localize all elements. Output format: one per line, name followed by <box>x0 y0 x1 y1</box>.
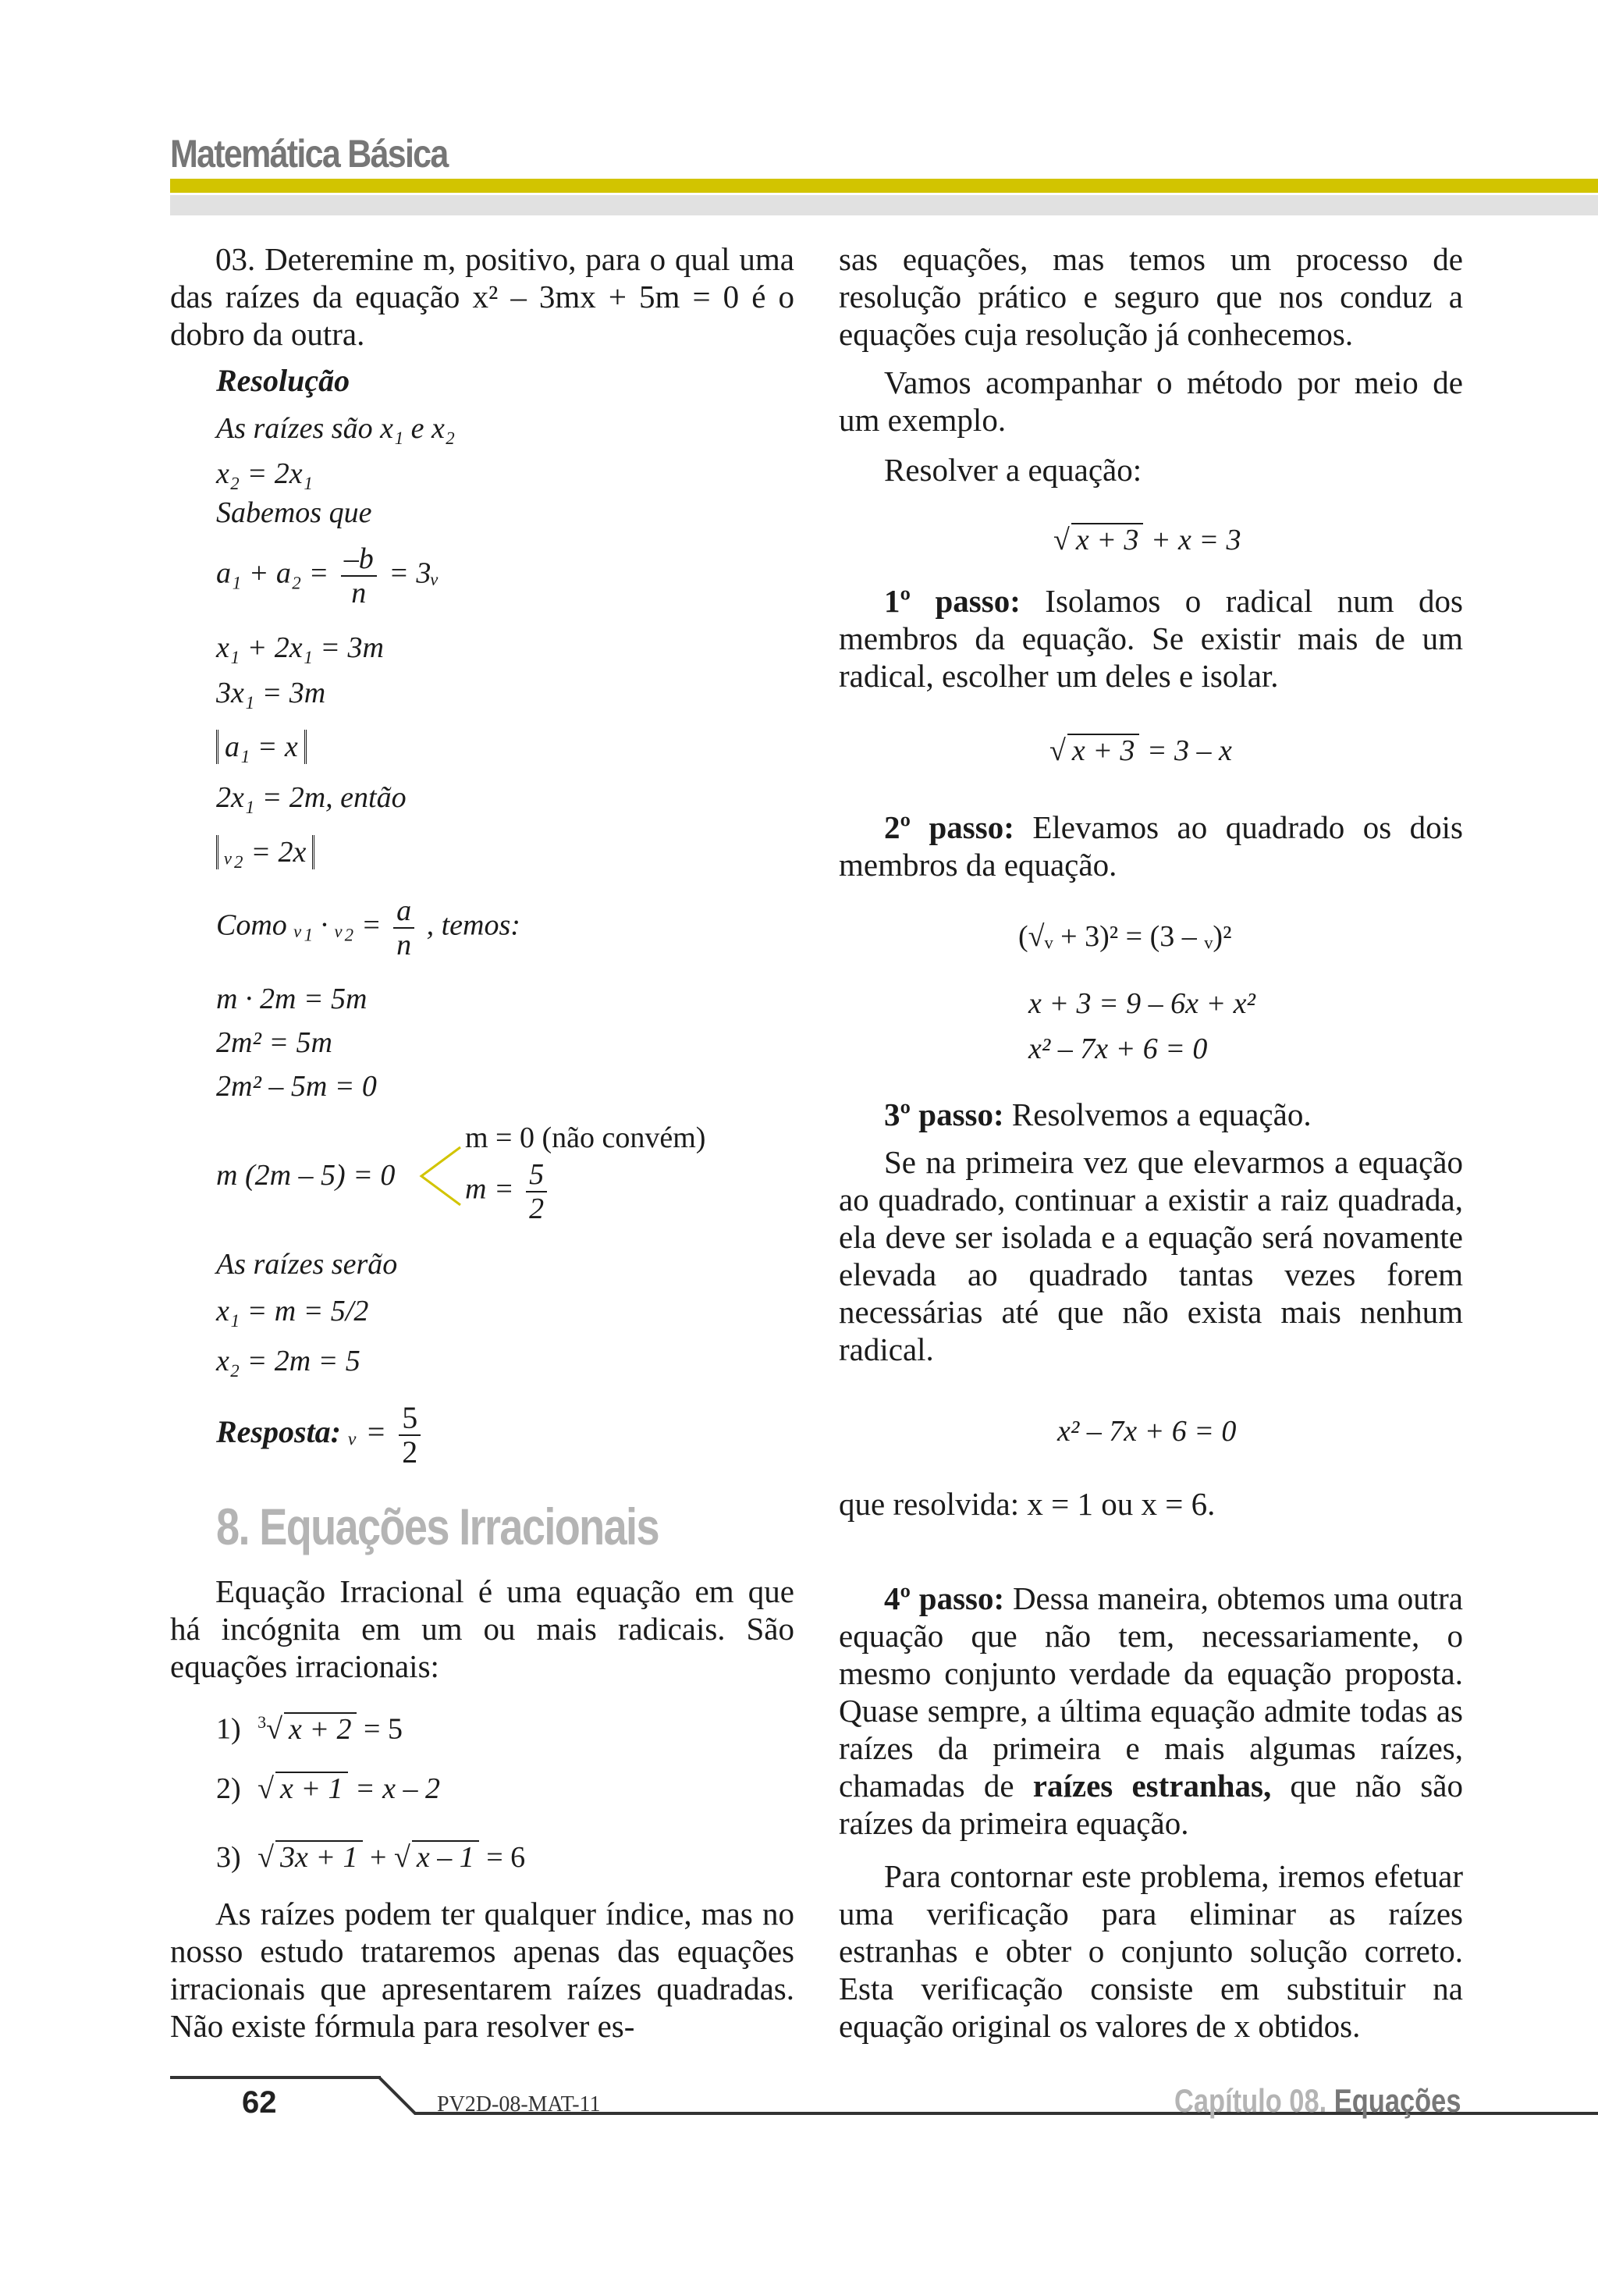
step-label: 3º passo: <box>884 1096 1004 1132</box>
step-label: 2º passo: <box>884 809 1014 845</box>
example-number: 2) <box>216 1772 241 1805</box>
math-line: m · 2m = 5m <box>216 983 368 1015</box>
problem-statement: 03. Deteremine m, positivo, para o qual uma das raízes da equação x² – 3mx + 5m = 0 é o dobro da outra. <box>170 241 794 352</box>
chapter-label <box>1174 2082 1461 2120</box>
paragraph: sas equações, mas temos um processo de resolução prático e seguro que nos conduz a equações cuja resolução já conhecemos. <box>839 241 1463 352</box>
step-text: Resolvemos a equação. <box>1003 1096 1312 1132</box>
example-equation: 3) √ 3x + 1 + √ x – 1 = 6 <box>216 1841 526 1874</box>
resolucao-heading: Resolução <box>216 363 350 398</box>
math-line: x₁ + 2x₁ = 3m <box>216 631 384 664</box>
example-number: 1) <box>216 1712 241 1746</box>
header-title: Matemática Básica <box>170 132 448 176</box>
math-fraction-line <box>465 1158 552 1225</box>
highlight-term: raízes estranhas, <box>1032 1768 1272 1804</box>
math-line: x₁ = m = 5/2 <box>216 1295 369 1327</box>
math-text: Como ᵥ₁ · ᵥ₂ = <box>216 908 382 942</box>
step-text: Elevamos ao quadrado os dois membros da equação. <box>839 809 1463 883</box>
math-text: ᵥ = <box>349 1414 387 1450</box>
radicand: x + 3 <box>1071 523 1144 556</box>
math-line: As raízes são x₁ e x₂ <box>216 412 456 445</box>
page-number: 62 <box>242 2085 277 2120</box>
equation: √ x + 3 = 3 – x <box>1049 734 1232 767</box>
example-equation: 2) √ x + 1 = x – 2 <box>216 1772 441 1805</box>
step-text: que não são raízes da primeira equação. <box>839 1768 1463 1841</box>
radicand: x + 1 <box>275 1772 348 1804</box>
fraction-numerator: –b <box>341 542 377 577</box>
math-line: 2m² = 5m <box>216 1026 332 1059</box>
step-label: 4º passo: <box>884 1580 1005 1616</box>
math-fraction-line <box>216 894 520 961</box>
fraction-denominator: 2 <box>402 1434 418 1470</box>
math-text: = 3 – x <box>1146 734 1232 767</box>
step-text: Dessa maneira, obtemos uma outra equação que não tem, necessariamente, o mesmo conjunto verdade da equação proposta. Quase sempre, a última equação admite todas as raízes da primeira e mais algumas raízes, chamadas de <box>839 1580 1463 1804</box>
paragraph: Se na primeira vez que elevarmos a equação ao quadrado, continuar a existir a raiz quadrada, ela deve ser isolada e a equação será novamente elevada ao quadrado tantas vezes forem necessárias até que não exista mais nenhum radical. <box>839 1144 1463 1367</box>
math-line: x₂ = 2m = 5 <box>216 1345 360 1377</box>
header-bar-shadow <box>170 195 1598 215</box>
step-paragraph <box>839 582 1463 695</box>
fraction-denominator: n <box>396 929 412 961</box>
fraction-numerator: 5 <box>526 1158 547 1192</box>
radicand: 3x + 1 <box>275 1840 363 1873</box>
math-text: = 5 <box>364 1712 403 1746</box>
paragraph: As raízes podem ter qualquer índice, mas no nosso estudo trataremos apenas das equações irracionais que apresentarem raízes quadradas. Não existe fórmula para resolver es- <box>170 1896 794 2044</box>
equation: x² – 7x + 6 = 0 <box>1028 1032 1208 1065</box>
paragraph: Equação Irracional é uma equação em que há incógnita em um ou mais radicais. São equações irracionais: <box>170 1573 794 1684</box>
branch-bracket <box>417 1141 464 1211</box>
equation: (√ᵥ + 3)² = (3 – ᵥ)² <box>1018 920 1232 953</box>
math-line: m = 0 (não convém) <box>465 1121 706 1154</box>
equation: x + 3 = 9 – 6x + x² <box>1028 987 1255 1020</box>
math-text: = 3ᵥ <box>389 556 439 590</box>
paragraph: Resolver a equação: <box>884 452 1142 488</box>
math-fraction-line <box>216 542 439 610</box>
fraction-numerator: a <box>393 894 414 929</box>
step-paragraph <box>839 1096 1463 1133</box>
equation: √ x + 3 + x = 3 <box>1053 524 1241 556</box>
fraction-denominator: 2 <box>529 1192 545 1225</box>
math-text: a₁ + a₂ = <box>216 556 329 590</box>
answer-line <box>216 1402 425 1469</box>
math-text: ᵥ₂ = 2x <box>216 835 314 869</box>
radical-index: 3 <box>257 1712 267 1732</box>
fraction-denominator: n <box>351 577 367 610</box>
example-number: 3) <box>216 1841 241 1874</box>
step-label: 1º passo: <box>884 583 1021 619</box>
math-line: 2m² – 5m = 0 <box>216 1070 377 1103</box>
math-line: 2x₁ = 2m, então <box>216 781 407 814</box>
chapter-number: Capítulo 08. <box>1174 2082 1327 2119</box>
math-text: m = <box>465 1172 514 1206</box>
math-line: x₂ = 2x₁ <box>216 457 313 490</box>
chapter-title: Equações <box>1333 2082 1461 2119</box>
answer-label: Resposta: <box>216 1414 341 1450</box>
example-equation: 1) $^3$√ x + 2 = 5 <box>216 1712 403 1746</box>
math-line <box>216 835 314 869</box>
step-paragraph <box>839 809 1463 883</box>
math-text: a₁ = x <box>216 730 307 764</box>
math-text: = 6 <box>486 1841 526 1874</box>
paragraph: Para contornar este problema, iremos efetuar uma verificação para eliminar as raízes estranhas e obter o conjunto solução correto. Esta verificação consiste em substituir na equação original os valores de x obtidos. <box>839 1858 1463 2044</box>
math-line: m (2m – 5) = 0 <box>216 1159 396 1192</box>
fraction-numerator: 5 <box>399 1402 421 1436</box>
math-line: As raízes serão <box>216 1248 398 1281</box>
header-bar <box>170 179 1598 193</box>
step-text: Isolamos o radical num dos membros da equação. Se existir mais de um radical, escolher um deles e isolar. <box>839 583 1464 694</box>
section-title: 8. Equações Irracionais <box>216 1498 659 1555</box>
math-text: + x = 3 <box>1150 524 1241 556</box>
math-text: + <box>370 1841 387 1874</box>
radicand: x + 2 <box>284 1712 357 1745</box>
document-code: PV2D-08-MAT-11 <box>437 2092 601 2117</box>
radicand: x + 3 <box>1067 734 1140 766</box>
math-line <box>216 730 307 764</box>
paragraph: Vamos acompanhar o método por meio de um exemplo. <box>839 364 1463 438</box>
math-line: Sabemos que <box>216 496 372 529</box>
step-paragraph <box>839 1580 1463 1842</box>
radicand: x – 1 <box>412 1840 479 1873</box>
math-line: 3x₁ = 3m <box>216 677 326 709</box>
math-text: = x – 2 <box>355 1772 441 1805</box>
paragraph: que resolvida: x = 1 ou x = 6. <box>839 1486 1216 1522</box>
footer-rule <box>170 2076 381 2079</box>
math-text: , temos: <box>426 908 520 942</box>
equation: x² – 7x + 6 = 0 <box>1057 1415 1237 1448</box>
